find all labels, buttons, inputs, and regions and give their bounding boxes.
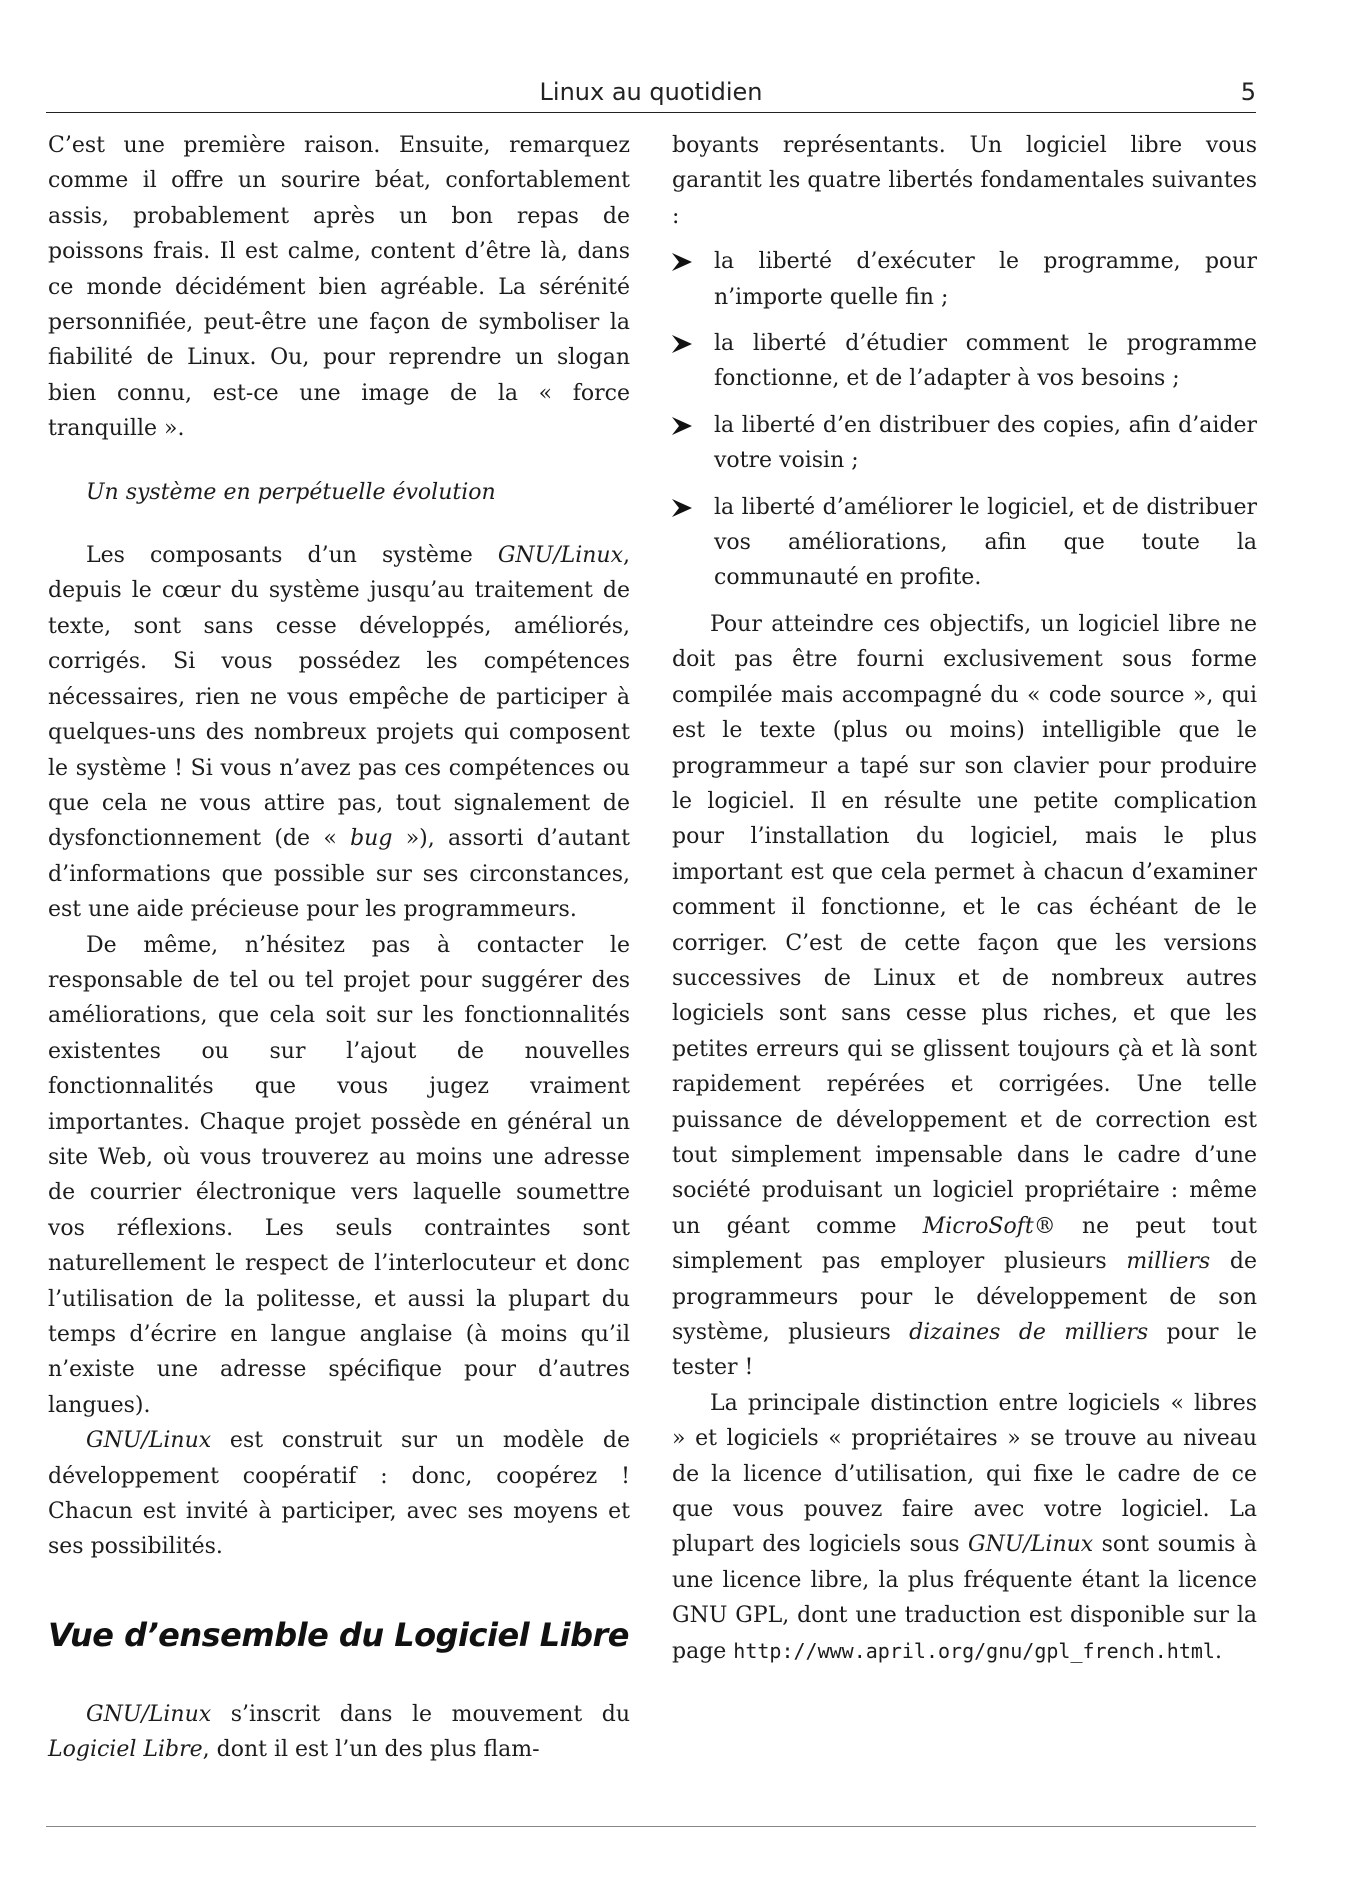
text: »), assorti d’autant d’informations que possible sur ses circonstances, est une aide précieuse pour les programmeurs. bbox=[48, 826, 630, 923]
emphasis: GNU/Linux bbox=[86, 1428, 212, 1454]
section-title: Vue d’ensemble du Logiciel Libre bbox=[48, 1615, 629, 1654]
emphasis: GNU/Linux bbox=[86, 1701, 212, 1727]
text: , dont il est l’un des plus flam- bbox=[202, 1737, 540, 1763]
list-item bbox=[672, 244, 1257, 315]
text: s’inscrit dans le mouvement du bbox=[211, 1701, 630, 1727]
text: pour le tester ! bbox=[672, 1320, 1258, 1381]
footer-rule bbox=[46, 1826, 1256, 1827]
text: . bbox=[1214, 1638, 1222, 1664]
text: La principale distinction entre logiciels « libres » et logiciels « propriétaires » se trouve au niveau de la licence d’utilisation, qui fixe le cadre de ce que vous pouvez faire avec votre logiciel. La plupart des logiciels sous bbox=[672, 1390, 1257, 1558]
emphasis: bug bbox=[350, 826, 393, 852]
gpl-url: http://www.april.org/gnu/gpl_french.html bbox=[733, 1638, 1215, 1663]
subsection-title: Un système en perpétuelle évolution bbox=[86, 479, 496, 505]
paragraph: C’est une première raison. Ensuite, remarquez comme il offre un sourire béat, confortablement assis, probablement après un bon repas de poissons frais. Il est calme, content d’être là, dans ce monde décidément bien agréable. La sérénité personnifiée, peut-être une façon de symboliser la fiabilité de Linux. Ou, pour reprendre un slogan bien connu, est-ce une image de la « force tranquille ». bbox=[48, 133, 630, 442]
emphasis: GNU/Linux bbox=[497, 543, 623, 569]
emphasis: dizaines de milliers bbox=[909, 1320, 1149, 1345]
text: sont soumis à une licence libre, la plus fréquente étant la licence GNU GPL, dont une traduction est disponible sur la page bbox=[672, 1532, 1257, 1664]
left-column bbox=[48, 128, 630, 1768]
arrow-bullet-icon bbox=[672, 335, 692, 353]
registered-mark: ® bbox=[1033, 1213, 1056, 1239]
emphasis: milliers bbox=[1126, 1249, 1211, 1275]
paragraph bbox=[672, 607, 1257, 1386]
text: Pour atteindre ces objectifs, un logiciel libre ne doit pas être fourni exclusivement sous forme compilée mais accompagné du « code source », qui est le texte (plus ou moins) intelligible que le programmeur a tapé sur son clavier pour produire le logiciel. Il en résulte une petite complication pour l’installation du logiciel, mais le plus important est que cela permet à chacun d’examiner comment il fonctionne, et le cas échéant de le corriger. C’est de cette façon que les versions successives de Linux et de nombreux autres logiciels sont sans cesse plus riches, et que les petites erreurs qui se glissent toujours çà et là sont rapidement repérées et corrigées. Une telle puissance de développement et de correction est tout simplement impensable dans le cadre d’une société produisant un logiciel propriétaire : même un géant comme bbox=[672, 611, 1257, 1239]
paragraph bbox=[672, 1386, 1257, 1669]
list-item-text: la liberté d’améliorer le logiciel, et de distribuer vos améliorations, afin que toute la communauté en profite. bbox=[714, 494, 1257, 591]
page-number: 5 bbox=[1240, 78, 1256, 106]
text: de programmeurs pour le développement de son système, plusieurs bbox=[672, 1249, 1257, 1345]
text: Les composants d’un système bbox=[86, 543, 498, 569]
paragraph bbox=[48, 1697, 630, 1768]
list-item bbox=[672, 490, 1257, 596]
paragraph bbox=[48, 1423, 630, 1565]
list-item-text: la liberté d’étudier comment le programme fonctionne, et de l’adapter à vos besoins ; bbox=[714, 331, 1257, 392]
paragraph: boyants représentants. Un logiciel libre vous garantit les quatre libertés fondamentales suivantes : bbox=[672, 133, 1257, 229]
arrow-bullet-icon bbox=[672, 417, 692, 435]
text: est construit sur un modèle de développement coopératif : donc, coopérez ! Chacun est invité à participer, avec ses moyens et ses possibilités. bbox=[48, 1428, 630, 1560]
list-item bbox=[672, 326, 1257, 397]
text: , depuis le cœur du système jusqu’au traitement de texte, sont sans cesse développés, améliorés, corrigés. Si vous possédez les compétences nécessaires, rien ne vous empêche de participer à quelques-uns des nombreux projets qui composent le système ! Si vous n’avez pas ces compétences ou que cela ne vous attire pas, tout signalement de dysfonctionnement (de « bbox=[48, 543, 630, 852]
right-column bbox=[672, 128, 1257, 1669]
list-item-text: la liberté d’en distribuer des copies, afin d’aider votre voisin ; bbox=[714, 412, 1257, 474]
emphasis: GNU/Linux bbox=[968, 1532, 1094, 1558]
paragraph: De même, n’hésitez pas à contacter le responsable de tel ou tel projet pour suggérer des améliorations, que cela soit sur les fonctionnalités existentes ou sur l’ajout de nouvelles fonctionnalités que vous jugez vraiment importantes. Chaque projet possède en général un site Web, où vous trouverez au moins une adresse de courrier électronique vers laquelle soumettre vos réflexions. Les seuls contraintes sont naturellement le respect de l’interlocuteur et donc l’utilisation de la politesse, et aussi la plupart du temps d’écrire en langue anglaise (à moins qu’il n’existe une adresse spécifique pour d’autres langues). bbox=[48, 932, 630, 1418]
arrow-bullet-icon bbox=[672, 253, 692, 271]
emphasis: MicroSoft bbox=[922, 1213, 1034, 1239]
list-item bbox=[672, 408, 1257, 479]
paragraph bbox=[48, 538, 630, 927]
text: ne peut tout simplement pas employer plusieurs bbox=[672, 1213, 1257, 1275]
emphasis: Logiciel Libre bbox=[48, 1737, 203, 1763]
list-item-text: la liberté d’exécuter le programme, pour n’importe quelle fin ; bbox=[714, 249, 1257, 310]
freedoms-list bbox=[672, 244, 1257, 596]
running-title: Linux au quotidien bbox=[539, 78, 763, 106]
running-head bbox=[46, 78, 1256, 113]
arrow-bullet-icon bbox=[672, 499, 692, 517]
